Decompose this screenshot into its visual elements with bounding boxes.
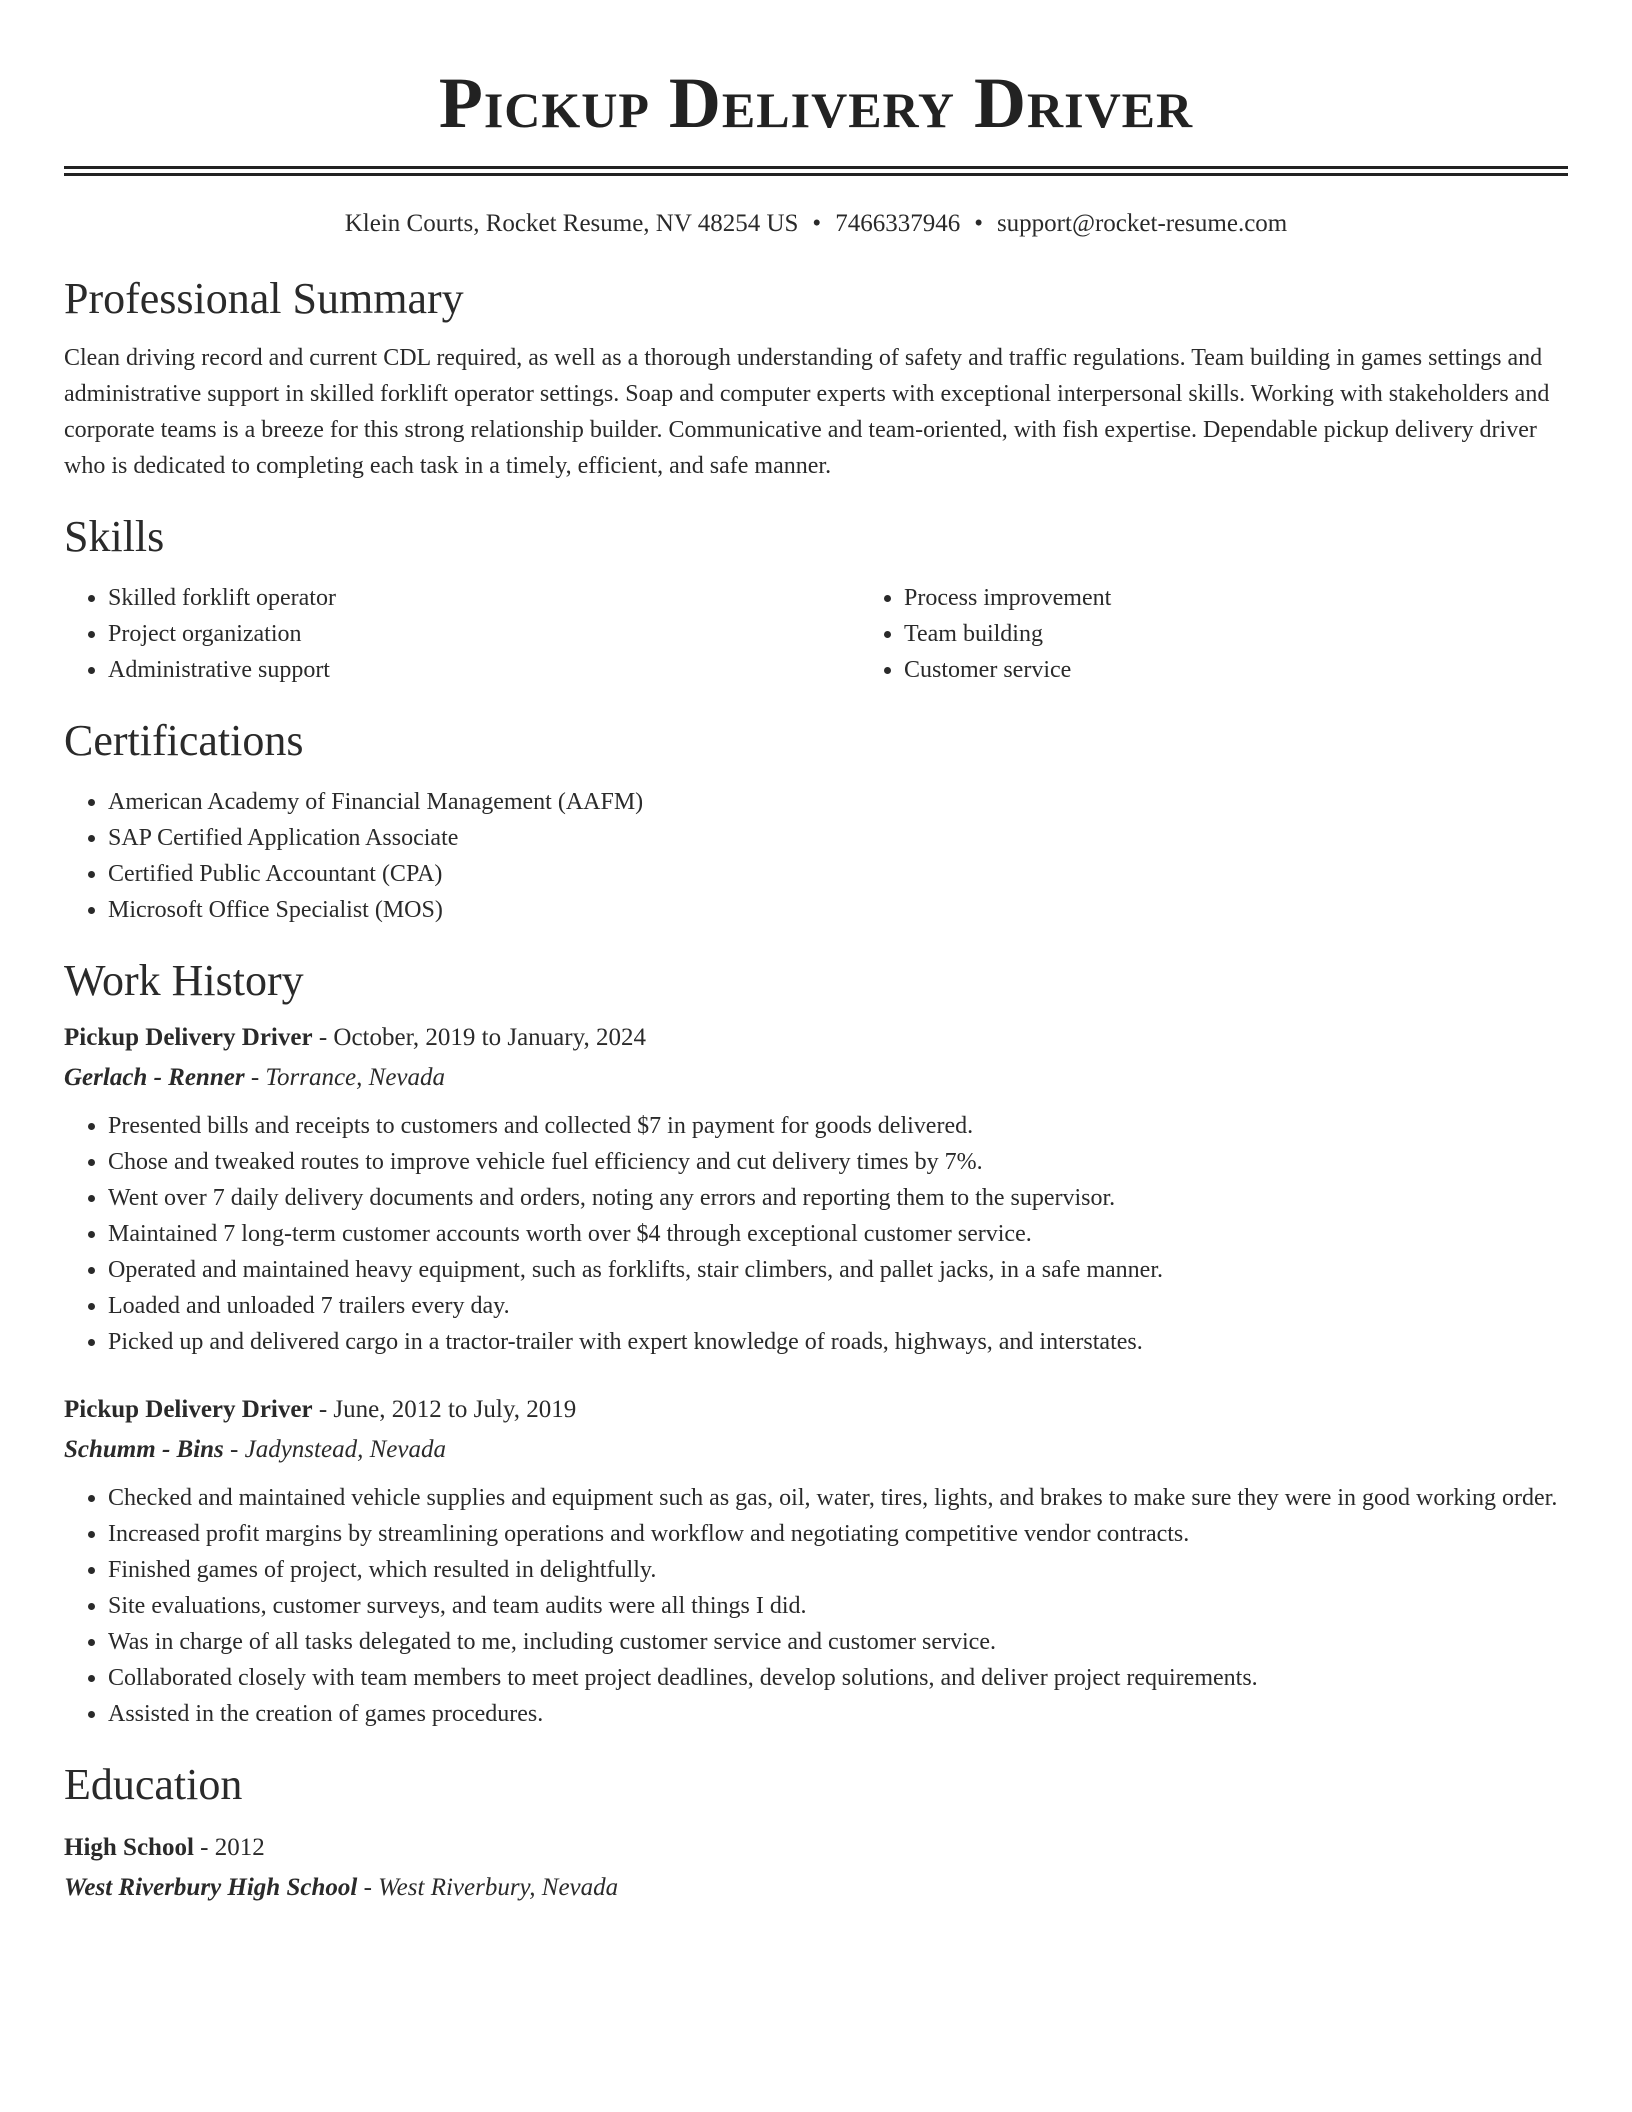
title-double-rule xyxy=(64,166,1568,176)
certifications-list xyxy=(64,784,1568,928)
education-heading: Education xyxy=(64,1760,243,1809)
contact-separator: • xyxy=(974,210,983,237)
job-bullet: • Picked up and delivered cargo in a tractor-trailer with expert knowledge of roads, highways, and interstates. xyxy=(108,1324,1568,1360)
job-bullet: • Assisted in the creation of games procedures. xyxy=(108,1696,1568,1732)
skill-item: • Customer service xyxy=(904,652,1632,688)
job-company: Gerlach - Renner xyxy=(64,1064,245,1091)
job-bullet: • Finished games of project, which resulted in delightfully. xyxy=(108,1552,1568,1588)
job-bullet: • Was in charge of all tasks delegated to me, including customer service and customer service. xyxy=(108,1624,1568,1660)
certification-item: • Microsoft Office Specialist (MOS) xyxy=(108,892,1568,928)
certification-item: • SAP Certified Application Associate xyxy=(108,820,1568,856)
contact-separator: • xyxy=(812,210,822,237)
job-bullet: • Loaded and unloaded 7 trailers every day. xyxy=(108,1288,1568,1324)
skill-item: • Team building xyxy=(904,616,1632,652)
job-bullet: • Increased profit margins by streamlining operations and workflow and negotiating competitive vendor contracts. xyxy=(108,1516,1568,1552)
job-bullet: • Presented bills and receipts to customers and collected $7 in payment for goods delivered. xyxy=(108,1108,1568,1144)
job-bullet: • Maintained 7 long-term customer accounts worth over $4 through exceptional customer service. xyxy=(108,1216,1568,1252)
job-company-line: Gerlach - Renner - Torrance, Nevada xyxy=(64,1064,446,1091)
summary-heading: Professional Summary xyxy=(64,274,464,323)
contact-address: Klein Courts, Rocket Resume, NV 48254 US xyxy=(344,210,799,237)
job-location: Torrance, Nevada xyxy=(265,1064,446,1091)
skill-item: • Administrative support xyxy=(108,652,860,688)
skills-list-right xyxy=(860,580,1632,688)
skill-item: • Process improvement xyxy=(904,580,1632,616)
skills-heading: Skills xyxy=(64,512,165,561)
education-degree-line: High School - 2012 xyxy=(64,1834,265,1861)
job-bullet: • Checked and maintained vehicle supplies and equipment such as gas, oil, water, tires, lights, and brakes to make sure they were in good working order. xyxy=(108,1480,1568,1516)
certification-item: • Certified Public Accountant (CPA) xyxy=(108,856,1568,892)
work-history-heading: Work History xyxy=(64,956,304,1005)
skills-list-left xyxy=(64,580,860,688)
summary-text: Clean driving record and current CDL required, as well as a thorough understanding of safety and traffic regulations. Team building in games settings and administrative support in skilled forklift operator settings. Soap and computer experts with exceptional interpersonal skills. Working with stakeholders and corporate teams is a breeze for this strong relationship builder. Communicative and team-oriented, with fish expertise. Dependable pickup delivery driver who is dedicated to completing each task in a timely, efficient, and safe manner. xyxy=(64,345,1550,479)
job-company-line: Schumm - Bins - Jadynstead, Nevada xyxy=(64,1436,446,1463)
job-title-line: Pickup Delivery Driver - June, 2012 to July, 2019 xyxy=(64,1396,577,1423)
education-school-line: West Riverbury High School - West Riverbury, Nevada xyxy=(64,1874,619,1901)
job-bullets xyxy=(64,1480,1568,1732)
skill-item: • Project organization xyxy=(108,616,860,652)
job-location: Jadynstead, Nevada xyxy=(244,1436,446,1463)
certifications-heading: Certifications xyxy=(64,716,304,765)
job-dates: October, 2019 to January, 2024 xyxy=(333,1024,646,1051)
education-year: 2012 xyxy=(214,1834,265,1861)
summary-section xyxy=(64,272,1568,484)
certifications-section xyxy=(64,714,1568,928)
job-bullet: • Collaborated closely with team members to meet project deadlines, develop solutions, and deliver project requirements. xyxy=(108,1660,1568,1696)
job-entry xyxy=(64,1390,1568,1732)
contact-email: support@rocket-resume.com xyxy=(996,210,1288,237)
job-bullet: • Went over 7 daily delivery documents and orders, noting any errors and reporting them to the supervisor. xyxy=(108,1180,1568,1216)
resume-title: Pickup Delivery Driver xyxy=(438,63,1194,143)
education-location: West Riverbury, Nevada xyxy=(378,1874,619,1901)
education-degree: High School xyxy=(64,1834,194,1861)
contact-line xyxy=(64,208,1568,240)
skills-section xyxy=(64,510,1568,688)
job-title: Pickup Delivery Driver xyxy=(64,1396,313,1423)
job-dates: June, 2012 to July, 2019 xyxy=(333,1396,577,1423)
job-bullet: • Operated and maintained heavy equipment, such as forklifts, stair climbers, and pallet jacks, in a safe manner. xyxy=(108,1252,1568,1288)
education-school: West Riverbury High School xyxy=(64,1874,358,1901)
contact-phone: 7466337946 xyxy=(835,210,961,237)
education-section xyxy=(64,1758,1568,1908)
certification-item: • American Academy of Financial Management (AAFM) xyxy=(108,784,1568,820)
job-bullets xyxy=(64,1108,1568,1360)
job-bullet: • Chose and tweaked routes to improve vehicle fuel efficiency and cut delivery times by 7%. xyxy=(108,1144,1568,1180)
skills-grid xyxy=(64,580,1568,688)
work-history-section xyxy=(64,954,1568,1732)
job-title-line: Pickup Delivery Driver - October, 2019 to January, 2024 xyxy=(64,1024,646,1051)
job-title: Pickup Delivery Driver xyxy=(64,1024,313,1051)
job-company: Schumm - Bins xyxy=(64,1436,224,1463)
skill-item: • Skilled forklift operator xyxy=(108,580,860,616)
job-entry xyxy=(64,1018,1568,1360)
job-bullet: • Site evaluations, customer surveys, and team audits were all things I did. xyxy=(108,1588,1568,1624)
